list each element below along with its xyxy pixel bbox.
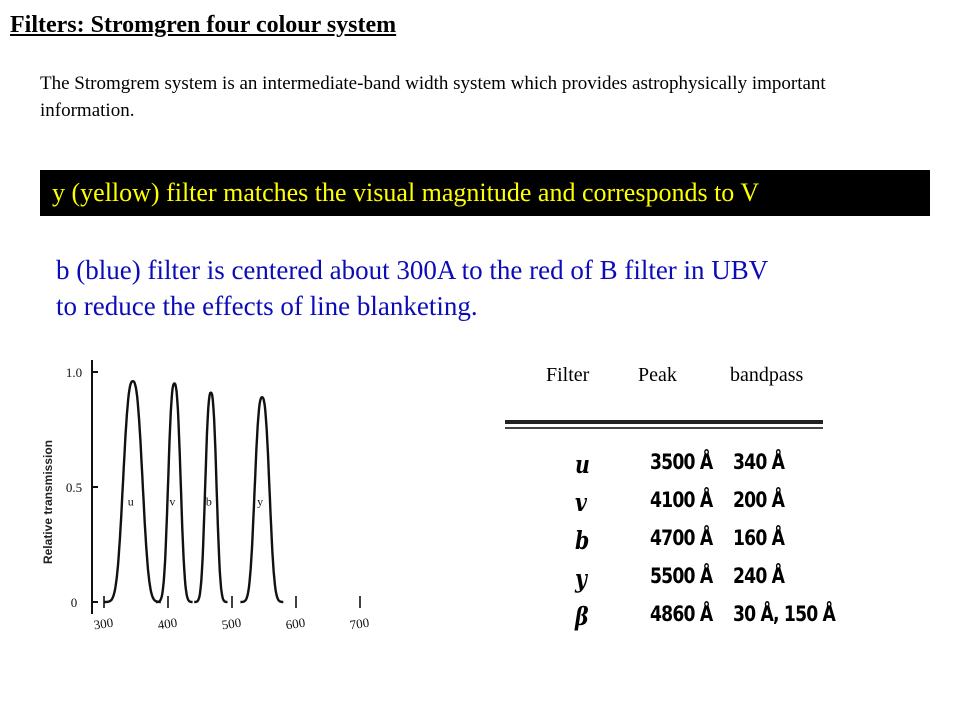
blue-filter-line-1: b (blue) filter is centered about 300A to the red of B filter in UBV [56,255,769,285]
curve-label-y: y [257,494,264,509]
table-row [505,560,835,598]
filter-symbol: u [575,450,590,479]
filter-table [505,446,835,636]
table-row [505,484,835,522]
y-tick-label: 0.5 [65,480,83,495]
y-axis-label: Relative transmission [41,439,55,565]
x-tick-label: 600 [284,614,307,633]
x-tick-label: 700 [348,614,371,633]
filter-symbol: β [575,602,588,631]
filter-peak: 5500 Å [650,564,713,588]
filter-peak: 4860 Å [650,602,713,626]
curve-label-b: b [205,494,212,509]
yellow-filter-banner [40,170,930,216]
filter-peak: 3500 Å [650,450,713,474]
filter-bandpass: 30 Å, 150 Å [733,602,836,626]
filter-peak: 4700 Å [650,526,713,550]
table-row [505,598,835,636]
filter-symbol: v [575,488,587,517]
header-bandpass: bandpass [730,364,804,386]
intro-paragraph: The Stromgrem system is an intermediate-band width system which provides astrophysically important information. [40,73,826,121]
filter-curve-v [156,384,193,603]
page-title: Filters: Stromgren four colour system [10,12,397,38]
x-tick-label: 300 [92,614,115,633]
filter-bandpass: 200 Å [733,488,785,512]
curve-label-v: v [169,494,176,509]
blue-filter-line-2: to reduce the effects of line blanketing. [56,291,478,321]
yellow-filter-text: y (yellow) filter matches the visual magnitude and corresponds to V [52,178,760,207]
filter-symbol: y [575,564,587,593]
transmission-chart [38,352,378,652]
filter-bandpass: 340 Å [733,450,785,474]
header-filter: Filter [546,364,590,386]
header-peak: Peak [638,364,677,386]
blue-filter-paragraph [56,252,936,324]
y-tick-label: 1.0 [65,365,83,380]
table-rule-thin [505,427,823,429]
filter-symbol: b [575,526,589,555]
y-tick-label: 0 [70,595,78,610]
filter-peak: 4100 Å [650,488,713,512]
filter-bandpass: 240 Å [733,564,785,588]
transmission-chart-svg [38,352,378,652]
filter-curve-u [105,381,161,602]
table-rule [505,420,823,424]
table-row [505,446,835,484]
x-tick-label: 500 [220,614,243,633]
filter-bandpass: 160 Å [733,526,785,550]
table-row [505,522,835,560]
x-tick-label: 400 [156,614,179,633]
curve-label-u: u [127,494,134,509]
